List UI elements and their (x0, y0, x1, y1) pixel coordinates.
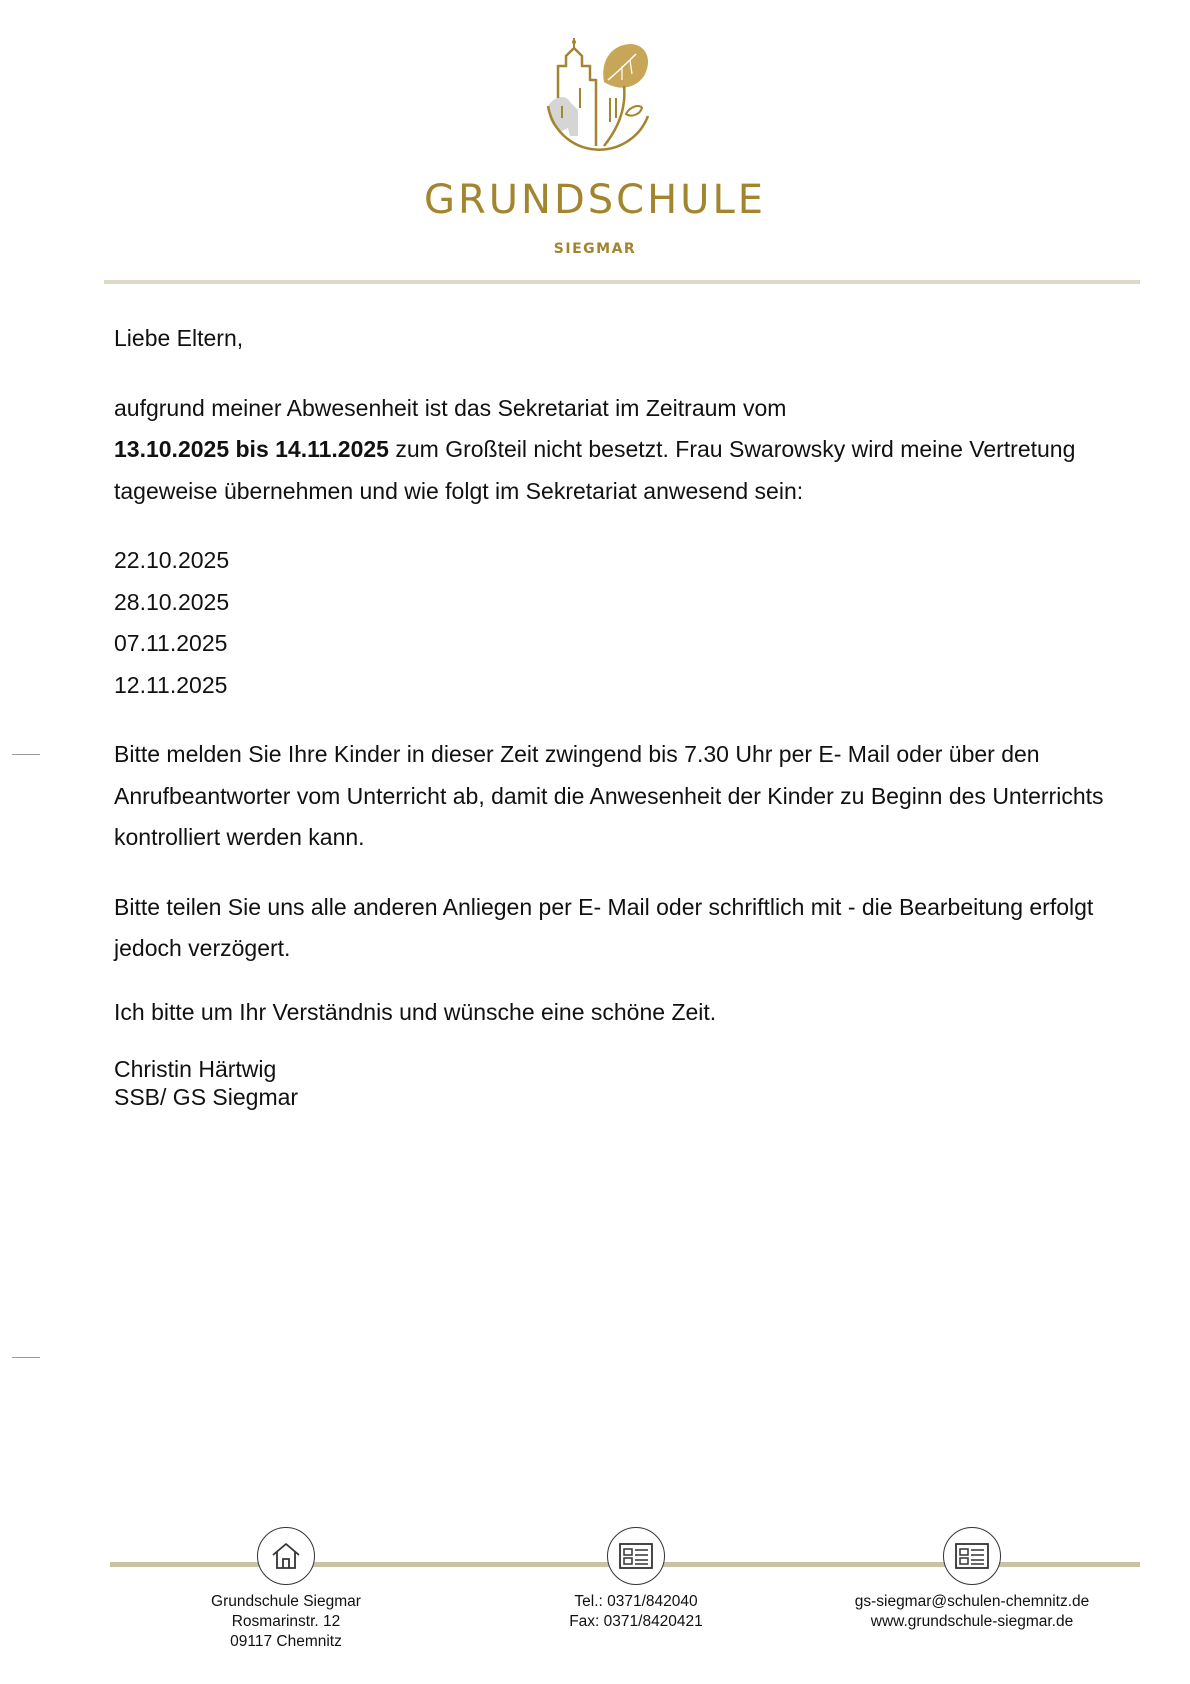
footer-line: 09117 Chemnitz (230, 1633, 342, 1650)
contact-card-icon (607, 1527, 665, 1585)
fold-mark (12, 754, 40, 755)
school-logo-icon (540, 36, 660, 164)
list-item: 28.10.2025 (114, 588, 230, 615)
footer-web (832, 1592, 1112, 1632)
list-item: 22.10.2025 (114, 547, 230, 573)
signature-block (114, 1055, 1114, 1111)
house-icon (257, 1527, 315, 1585)
punch-mark (12, 1357, 40, 1358)
letterhead (0, 0, 1190, 270)
footer-email[interactable]: gs-siegmar@schulen-chemnitz.de (854, 1593, 1090, 1610)
footer-line: Tel.: 0371/842040 (574, 1593, 698, 1610)
letter-body (114, 318, 1114, 1111)
contact-card-icon (943, 1527, 1001, 1585)
signer-role: SSB/ GS Siegmar (114, 1084, 299, 1110)
paragraph-absence (114, 388, 1114, 513)
footer-address (186, 1592, 386, 1652)
salutation: Liebe Eltern, (114, 325, 244, 351)
absence-intro: aufgrund meiner Abwesenheit ist das Sekretariat im Zeitraum vom (114, 394, 787, 421)
footer-website[interactable]: www.grundschule-siegmar.de (870, 1613, 1074, 1630)
paragraph-other-requests: Bitte teilen Sie uns alle anderen Anliegen per E- Mail oder schriftlich mit - die Bearbeitung erfolgt jedoch verzögert. (114, 893, 1094, 961)
list-item: 12.11.2025 (114, 671, 228, 698)
footer-line: Grundschule Siegmar (211, 1593, 361, 1610)
list-item: 07.11.2025 (114, 630, 228, 656)
closing-line: Ich bitte um Ihr Verständnis und wünsche eine schöne Zeit. (114, 998, 717, 1025)
footer-phone (536, 1592, 736, 1632)
signer-name: Christin Härtwig (114, 1056, 277, 1082)
footer-line: Fax: 0371/8420421 (569, 1613, 703, 1630)
school-name-logo: GRUNDSCHULE (423, 177, 767, 223)
footer-line: Rosmarinstr. 12 (231, 1613, 341, 1630)
paragraph-sick-notes: Bitte melden Sie Ihre Kinder in dieser Zeit zwingend bis 7.30 Uhr per E- Mail oder über den Anrufbeantworter vom Unterricht ab, damit die Anwesenheit der Kinder zu Beginn des Unterrichts kontrolliert werden kann. (114, 741, 1104, 850)
school-location-logo: SIEGMAR (553, 241, 637, 257)
absence-details: zum Großteil nicht besetzt. Frau Swarowsky wird meine Vertretung tageweise übernehmen und wie folgt im Sekretariat anwesend sein: (114, 436, 1076, 504)
substitute-dates-list (114, 540, 1114, 706)
header-divider (104, 280, 1140, 284)
absence-period: 13.10.2025 bis 14.11.2025 (114, 436, 389, 462)
